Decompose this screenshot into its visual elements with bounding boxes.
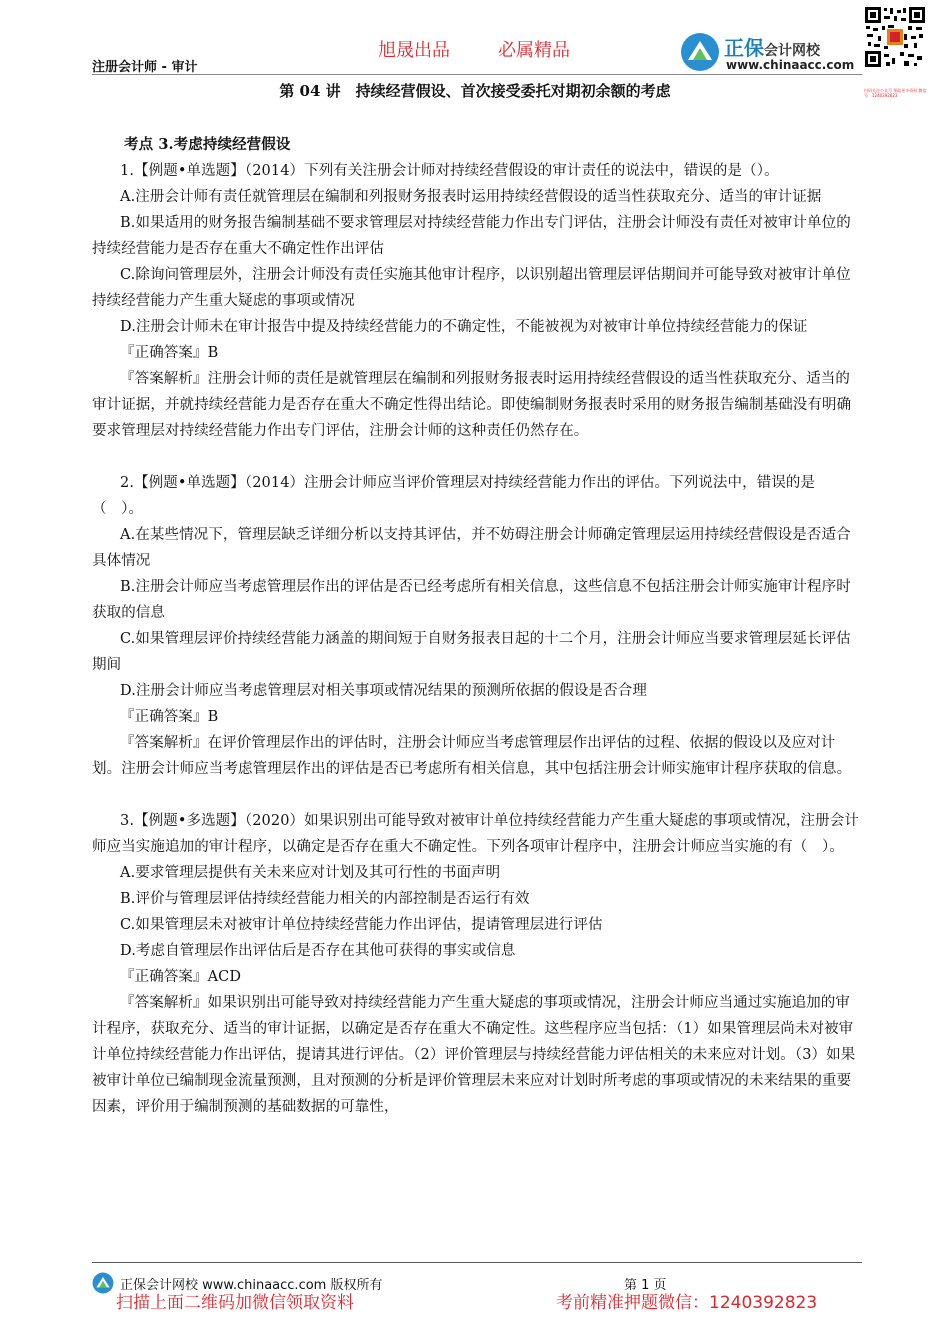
question-2-stem: 2.【例题•单选题】（2014）注册会计师应当评价管理层对持续经营能力作出的评估。下列说法中，错误的是（ ）。 <box>92 475 816 517</box>
footer-logo-icon <box>92 1272 114 1294</box>
logo-name <box>724 32 820 61</box>
question-3-option-b: B.评价与管理层评估持续经营能力相关的内部控制是否运行有效 <box>120 891 530 907</box>
promo-text-right: 必属精品 <box>498 40 570 61</box>
topic-heading: 考点 3.考虑持续经营假设 <box>124 136 291 153</box>
question-1-option-c: C.除询问管理层外，注册会计师没有责任实施其他审计程序，以识别超出管理层评估期间并可能导致对被审计单位持续经营能力产生重大疑虑的事项或情况 <box>92 267 851 309</box>
logo-name-suffix: 会计网校 <box>764 43 820 59</box>
footer-divider <box>92 1262 862 1263</box>
question-2-analysis: 『答案解析』在评价管理层作出的评估时，注册会计师应当考虑管理层作出评估的过程、依据的假设以及应对计划。注册会计师应当考虑管理层作出的评估是否已考虑所有相关信息，其中包括注册会计师实施审计程序获取的信息。 <box>92 735 852 777</box>
page-number: 第 1 页 <box>624 1278 667 1293</box>
promo-text-left: 旭晟出品 <box>378 40 450 61</box>
lecture-title: 第 04 讲 持续经营假设、首次接受委托对期初余额的考虑 <box>279 82 671 100</box>
question-3-option-c: C.如果管理层未对被审计单位持续经营能力作出评估，提请管理层进行评估 <box>120 917 603 933</box>
question-2-answer: 『正确答案』B <box>120 709 219 725</box>
question-3-option-d: D.考虑自管理层作出评估后是否存在其他可获得的事实或信息 <box>120 943 516 959</box>
question-3-answer: 『正确答案』ACD <box>120 969 242 985</box>
logo-url: www.chinaacc.com <box>726 58 855 72</box>
footer-promo-left: 扫描上面二维码加微信领取资料 <box>116 1293 354 1313</box>
question-2-option-c: C.如果管理层评价持续经营能力涵盖的期间短于自财务报表日起的十二个月，注册会计师应当要求管理层延长评估期间 <box>92 631 851 673</box>
question-3-option-a: A.要求管理层提供有关未来应对计划及其可行性的书面声明 <box>120 865 501 881</box>
question-3-stem: 3.【例题•多选题】（2020）如果识别出可能导致对被审计单位持续经营能力产生重大疑虑的事项或情况，注册会计师应当实施追加的审计程序，以确定是否存在重大不确定性。下列各项审计程序中，注册会计师应当实施的有（ ）。 <box>92 813 859 855</box>
question-1-answer: 『正确答案』B <box>120 345 219 361</box>
footer-promo-right: 考前精准押题微信：1240392823 <box>556 1293 818 1313</box>
question-3-analysis: 『答案解析』如果识别出可能导致对持续经营能力产生重大疑虑的事项或情况，注册会计师应当通过实施追加的审计程序，获取充分、适当的审计证据，以确定是否存在重大不确定性。这些程序应当包括：（1）如果管理层尚未对被审计单位持续经营能力作出评估，提请其进行评估。（2）评价管理层与持续经营能力评估相关的未来应对计划。（3）如果被审计单位已编制现金流量预测，且对预测的分析是评价管理层未来应对计划时所考虑的事项或情况的未来结果的重要因素，评价用于编制预测的基础数据的可靠性， <box>92 995 856 1115</box>
qr-caption: 扫码关注公众号 领取更多资料 微信号：1240392823 <box>864 88 927 98</box>
question-2-option-a: A.在某些情况下，管理层缺乏详细分析以支持其评估，并不妨碍注册会计师确定管理层运用持续经营假设是否适合具体情况 <box>92 527 851 569</box>
question-2-option-b: B.注册会计师应当考虑管理层作出的评估是否已经考虑所有相关信息，这些信息不包括注册会计师实施审计程序时获取的信息 <box>92 579 851 621</box>
question-1-stem: 1.【例题•单选题】（2014）下列有关注册会计师对持续经营假设的审计责任的说法中，错误的是（）。 <box>120 163 779 179</box>
question-1-option-d: D.注册会计师未在审计报告中提及持续经营能力的不确定性，不能被视为对被审计单位持续经营能力的保证 <box>120 319 808 335</box>
logo-name-main: 正保 <box>724 36 764 60</box>
qr-code-icon <box>864 6 926 88</box>
question-1-option-b: B.如果适用的财务报告编制基础不要求管理层对持续经营能力作出专门评估，注册会计师没有责任对被审计单位的持续经营能力是否存在重大不确定性作出评估 <box>92 215 851 257</box>
chinaacc-logo <box>680 30 860 76</box>
chinaacc-logo-icon <box>680 32 720 72</box>
subject-label: 注册会计师 - 审计 <box>92 60 198 75</box>
header-divider <box>92 74 862 75</box>
document-body <box>92 132 862 1120</box>
question-1-analysis: 『答案解析』注册会计师的责任是就管理层在编制和列报财务报表时运用持续经营假设的适当性获取充分、适当的审计证据，并就持续经营能力是否存在重大不确定性得出结论。即使编制财务报表时采用的财务报告编制基础没有明确要求管理层对持续经营能力作出专门评估，注册会计师的这种责任仍然存在。 <box>92 371 852 439</box>
footer-copyright: 正保会计网校 www.chinaacc.com 版权所有 <box>120 1278 383 1293</box>
question-2-option-d: D.注册会计师应当考虑管理层对相关事项或情况结果的预测所依据的假设是否合理 <box>120 683 647 699</box>
question-1-option-a: A.注册会计师有责任就管理层在编制和列报财务报表时运用持续经营假设的适当性获取充分、适当的审计证据 <box>120 189 822 205</box>
